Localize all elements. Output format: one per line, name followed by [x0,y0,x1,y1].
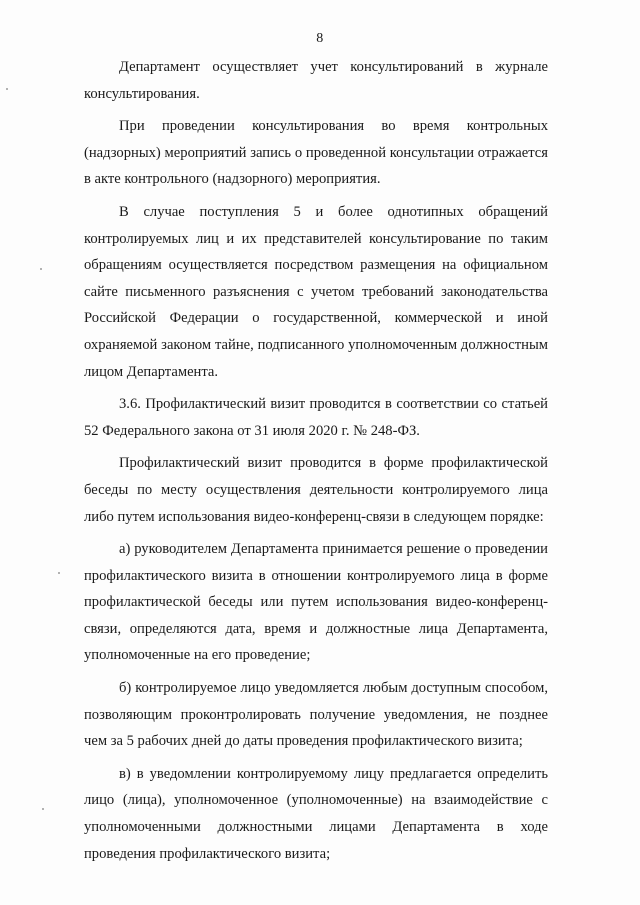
list-item-c: в) в уведомлении контролируемому лицу предлагается определить лицо (лица), уполномоченное (уполномоченные) на взаимодействие с уполномоченными должностными лицами Департамента в ходе проведения профилактического визита; [84,765,548,862]
paragraph-consultation-journal: Департамент осуществляет учет консультирований в журнале консультирования. [84,59,548,102]
document-body [84,54,548,873]
paragraph-3-6-preventive-visit: 3.6. Профилактический визит проводится в соответствии со статьей 52 Федерального закона от 31 июля 2020 г. № 248-ФЗ. [84,396,548,439]
list-item-b: б) контролируемое лицо уведомляется любым доступным способом, позволяющим проконтролировать получение уведомления, не позднее чем за 5 рабочих дней до даты проведения профилактического визита; [84,680,548,750]
list-item-a: а) руководителем Департамента принимается решение о проведении профилактического визита в отношении контролируемого лица в форме профилактической беседы или путем использования видео-конференц-связи, определяются дата, время и должностные лица Департамента, уполномоченные на его проведение; [84,541,548,664]
scan-speck [6,88,8,90]
page-number: 8 [316,31,324,46]
paragraph-similar-requests: В случае поступления 5 и более однотипных обращений контролируемых лиц и их представителей консультирование по таким обращениям осуществляется посредством размещения на официальном сайте письменного разъяснения с учетом требований законодательства Российской Федерации о государственной, коммерческой и иной охраняемой законом тайне, подписанного уполномоченным должностным лицом Департамента. [84,203,548,380]
paragraph-visit-form: Профилактический визит проводится в форме профилактической беседы по месту осуществления деятельности контролируемого лица либо путем использования видео-конференц-связи в следующем порядке: [84,455,548,525]
scan-speck [58,572,60,574]
scan-speck [42,808,44,810]
scan-speck [40,268,42,270]
paragraph-consultation-during-inspection: При проведении консультирования во время контрольных (надзорных) мероприятий запись о проведенной консультации отражается в акте контрольного (надзорного) мероприятия. [84,118,548,188]
